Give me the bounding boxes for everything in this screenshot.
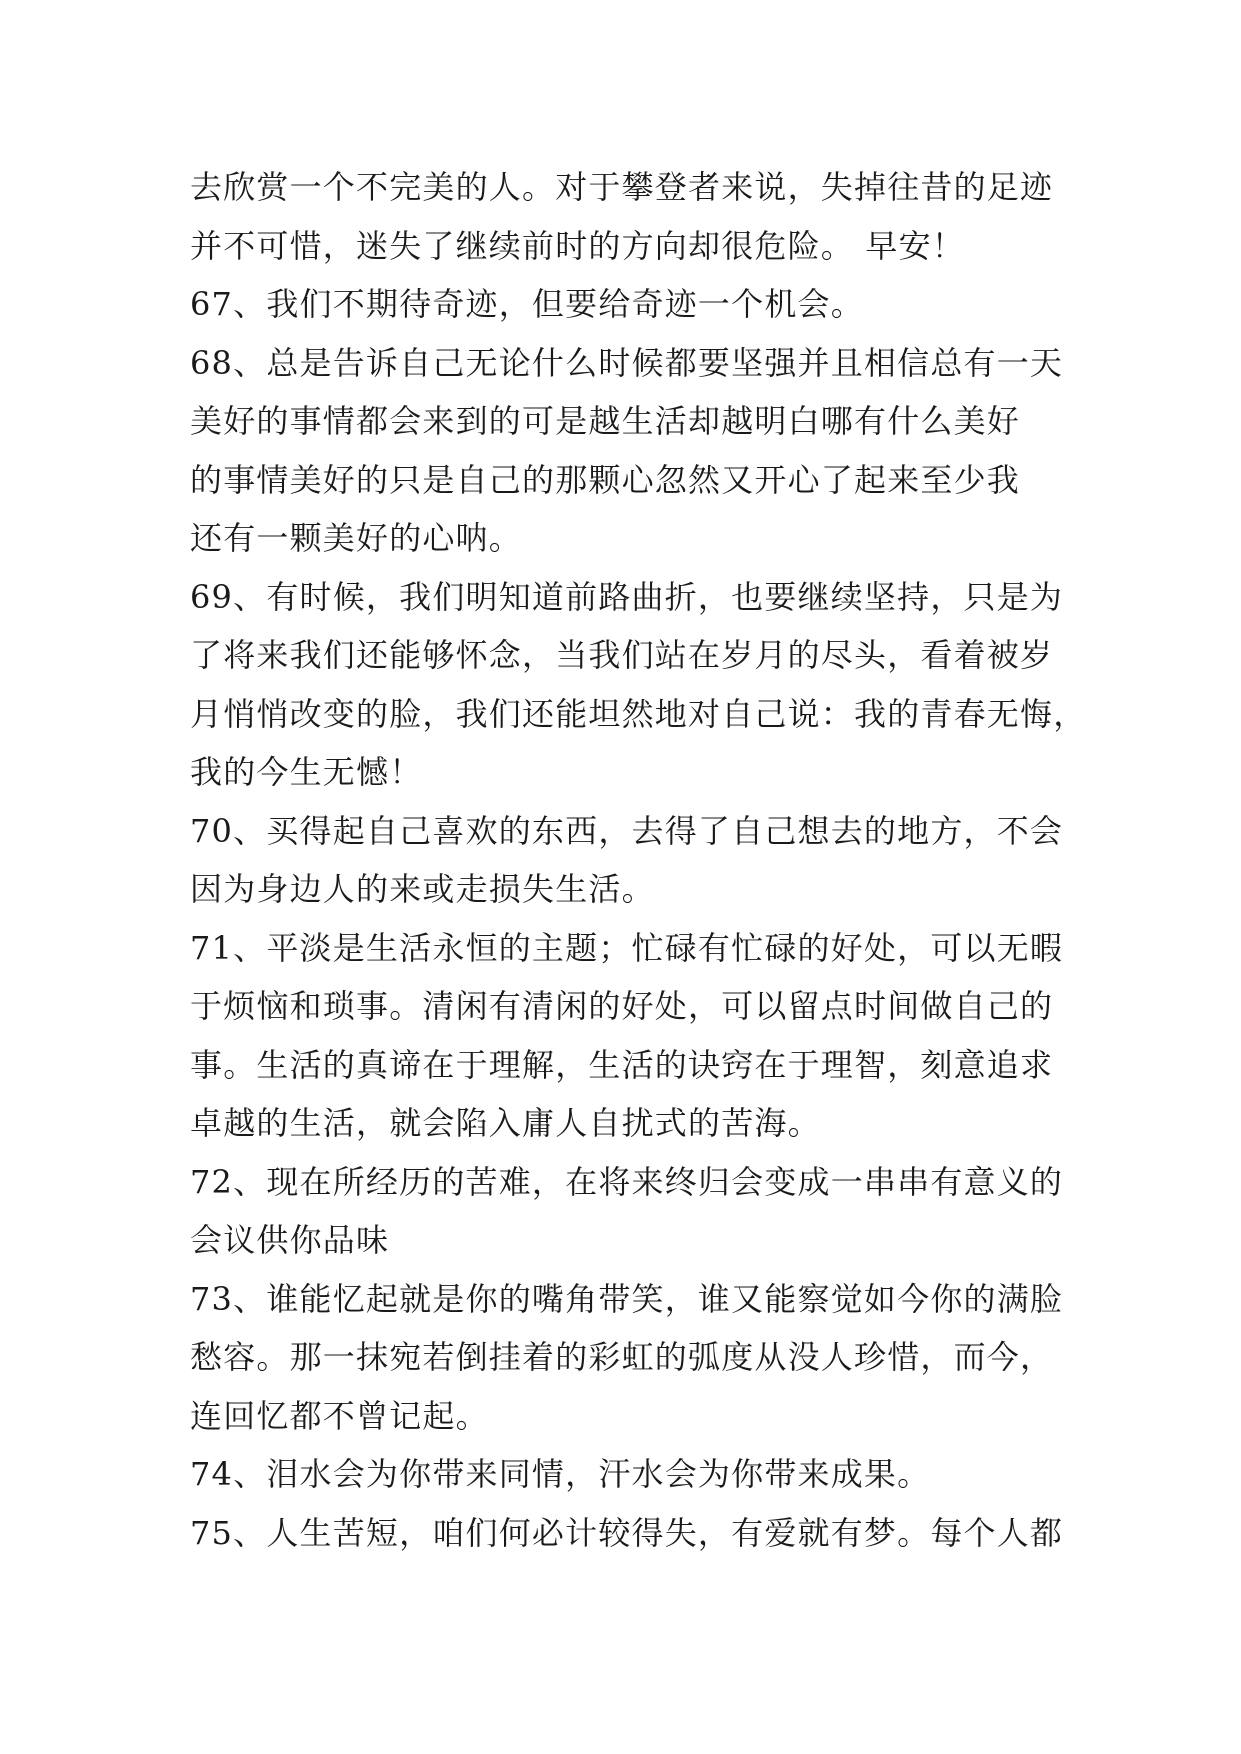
text-line: 连回忆都不曾记起。 bbox=[190, 1396, 489, 1435]
text-line: 的事情美好的只是自己的那颗心忽然又开心了起来至少我 bbox=[190, 460, 1021, 499]
text-line: 会议供你品味 bbox=[190, 1221, 390, 1259]
text-line: 69、有时候，我们明知道前路曲折，也要继续坚持，只是为 bbox=[190, 577, 1064, 616]
text-line: 我的今生无憾！ bbox=[190, 753, 423, 791]
text-line: 并不可惜，迷失了继续前时的方向却很危险。 早安！ bbox=[190, 226, 965, 265]
text-line: 还有一颗美好的心呐。 bbox=[190, 519, 523, 557]
text-line: 了将来我们还能够怀念，当我们站在岁月的尽头，看着被岁 bbox=[190, 636, 1054, 674]
text-line: 72、现在所经历的苦难，在将来终归会变成一串串有意义的 bbox=[190, 1162, 1064, 1201]
text-line: 67、我们不期待奇迹，但要给奇迹一个机会。 bbox=[190, 285, 864, 323]
text-line: 美好的事情都会来到的可是越生活却越明白哪有什么美好 bbox=[190, 402, 1021, 440]
text-line: 事。生活的真谛在于理解，生活的诀窍在于理智，刻意追求 bbox=[190, 1045, 1054, 1084]
text-line: 68、总是告诉自己无论什么时候都要坚强并且相信总有一天 bbox=[190, 343, 1064, 382]
text-line: 月悄悄改变的脸，我们还能坦然地对自己说：我的青春无悔， bbox=[190, 694, 1087, 733]
text-line: 愁容。那一抹宛若倒挂着的彩虹的弧度从没人珍惜，而今， bbox=[190, 1338, 1054, 1376]
text-line: 于烦恼和琐事。清闲有清闲的好处，可以留点时间做自己的 bbox=[190, 987, 1054, 1025]
text-line: 73、谁能忆起就是你的嘴角带笑，谁又能察觉如今你的满脸 bbox=[190, 1279, 1064, 1318]
text-line: 卓越的生活，就会陷入庸人自扰式的苦海。 bbox=[190, 1104, 821, 1142]
body-text bbox=[190, 158, 1087, 1562]
text-line: 74、泪水会为你带来同情，汗水会为你带来成果。 bbox=[190, 1455, 931, 1493]
text-line: 去欣赏一个不完美的人。对于攀登者来说，失掉往昔的足迹 bbox=[190, 168, 1054, 206]
text-line: 70、买得起自己喜欢的东西，去得了自己想去的地方，不会 bbox=[190, 811, 1064, 850]
text-line: 71、平淡是生活永恒的主题；忙碌有忙碌的好处，可以无暇 bbox=[190, 928, 1064, 967]
text-line: 75、人生苦短，咱们何必计较得失，有爱就有梦。每个人都 bbox=[190, 1513, 1064, 1552]
text-line: 因为身边人的来或走损失生活。 bbox=[190, 870, 655, 908]
